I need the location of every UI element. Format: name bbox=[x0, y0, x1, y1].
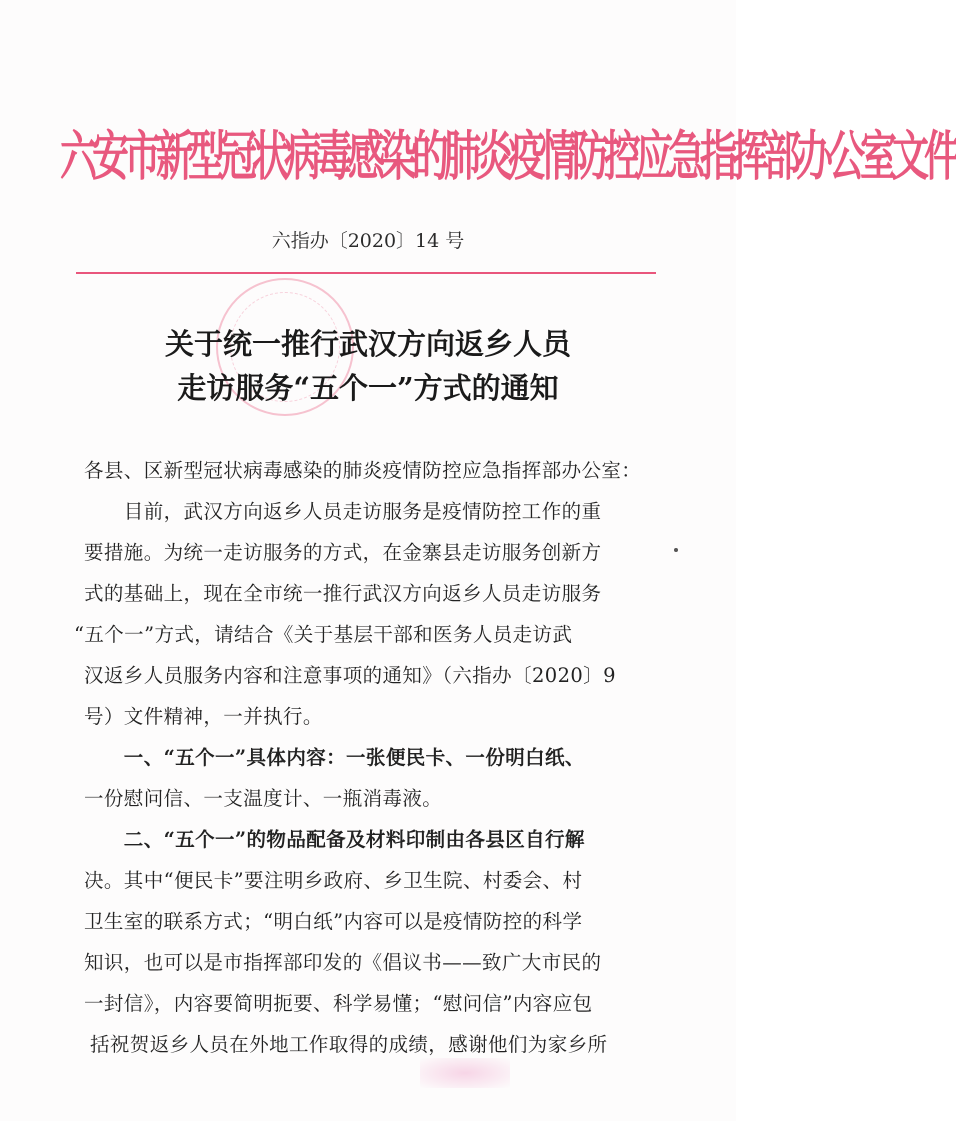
body-line: 要措施。为统一走访服务的方式，在金寨县走访服务创新方 bbox=[84, 541, 602, 564]
scan-speck bbox=[674, 548, 678, 552]
issuing-authority-header: 六安市新型冠状病毒感染的肺炎疫情防控应急指挥部办公室文件 bbox=[60, 123, 956, 188]
body-line: 卫生室的联系方式；“明白纸”内容可以是疫情防控的科学 bbox=[84, 910, 583, 933]
body-line: 一封信》，内容要简明扼要、科学易懂；“慰问信”内容应包 bbox=[84, 992, 593, 1015]
red-separator-rule bbox=[76, 272, 656, 274]
body-line: 目前，武汉方向返乡人员走访服务是疫情防控工作的重 bbox=[84, 500, 602, 523]
notice-title-line-1: 关于统一推行武汉方向返乡人员 bbox=[164, 327, 571, 361]
body-line: 知识，也可以是市指挥部印发的《倡议书——致广大市民的 bbox=[84, 951, 602, 974]
body-line: 一份慰问信、一支温度计、一瓶消毒液。 bbox=[84, 787, 443, 810]
body-line: 汉返乡人员服务内容和注意事项的通知》（六指办〔2020〕9 bbox=[84, 664, 616, 687]
notice-title-line-2: 走访服务“五个一”方式的通知 bbox=[177, 371, 559, 405]
section-two-heading-line: 二、“五个一”的物品配备及材料印制由各县区自行解 bbox=[84, 828, 585, 851]
section-one-heading-line: 一、“五个一”具体内容：一张便民卡、一份明白纸、 bbox=[84, 746, 585, 769]
scan-smudge bbox=[420, 1058, 510, 1088]
body-line: 号）文件精神，一并执行。 bbox=[84, 705, 323, 728]
body-line: 决。其中“便民卡”要注明乡政府、乡卫生院、村委会、村 bbox=[84, 869, 583, 892]
salutation-line: 各县、区新型冠状病毒感染的肺炎疫情防控应急指挥部办公室： bbox=[84, 459, 642, 482]
body-line: “五个一”方式，请结合《关于基层干部和医务人员走访武 bbox=[74, 623, 573, 646]
body-line: 式的基础上，现在全市统一推行武汉方向返乡人员走访服务 bbox=[84, 582, 602, 605]
document-number: 六指办〔2020〕14 号 bbox=[271, 230, 465, 252]
body-line: 括祝贺返乡人员在外地工作取得的成绩，感谢他们为家乡所 bbox=[90, 1033, 608, 1056]
